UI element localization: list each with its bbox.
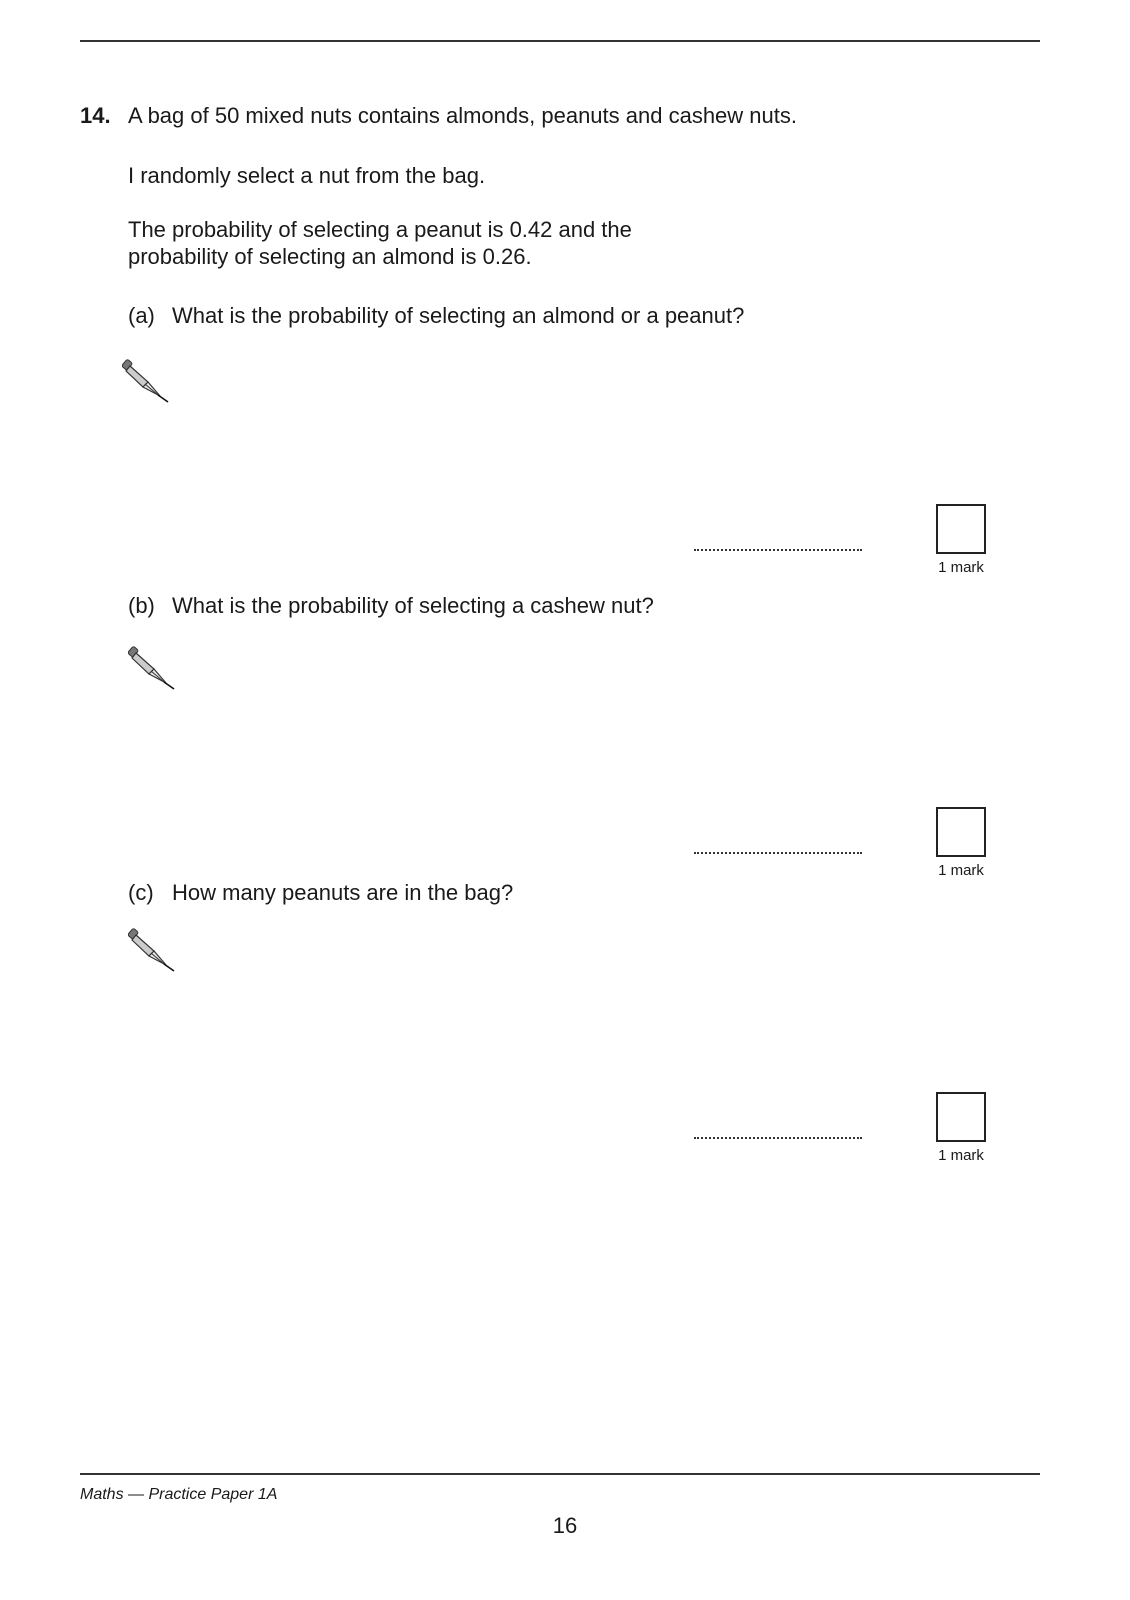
part-b-question: What is the probability of selecting a cashew nut? [172, 593, 654, 618]
part-a-mark-box [936, 504, 986, 554]
part-a-question: What is the probability of selecting an almond or a peanut? [172, 303, 745, 328]
part-a-label: (a) [128, 303, 155, 328]
page-number: 16 [552, 1513, 578, 1538]
part-b-label: (b) [128, 593, 155, 618]
part-a-answer-line[interactable] [694, 549, 862, 551]
footer-rule [80, 1473, 1040, 1475]
part-a-mark-label: 1 mark [938, 559, 984, 576]
part-c-mark-label: 1 mark [938, 1147, 984, 1164]
question-probability-line-1: The probability of selecting a peanut is 0.42 and the [128, 217, 632, 242]
part-c-mark-box [936, 1092, 986, 1142]
question-intro: A bag of 50 mixed nuts contains almonds, peanuts and cashew nuts. [128, 103, 797, 128]
question-number: 14. [80, 103, 111, 128]
pencil-icon [122, 358, 172, 404]
part-b-mark-box [936, 807, 986, 857]
question-probability-line-2: probability of selecting an almond is 0.26. [128, 244, 532, 269]
header-rule [80, 40, 1040, 42]
pencil-icon [128, 927, 178, 973]
question-context: I randomly select a nut from the bag. [128, 163, 486, 188]
part-c-answer-line[interactable] [694, 1137, 862, 1139]
part-b-mark-label: 1 mark [938, 862, 984, 879]
footer-paper-title: Maths — Practice Paper 1A [80, 1486, 278, 1503]
part-c-label: (c) [128, 880, 154, 905]
part-b-answer-line[interactable] [694, 852, 862, 854]
part-c-question: How many peanuts are in the bag? [172, 880, 514, 905]
pencil-icon [128, 645, 178, 691]
